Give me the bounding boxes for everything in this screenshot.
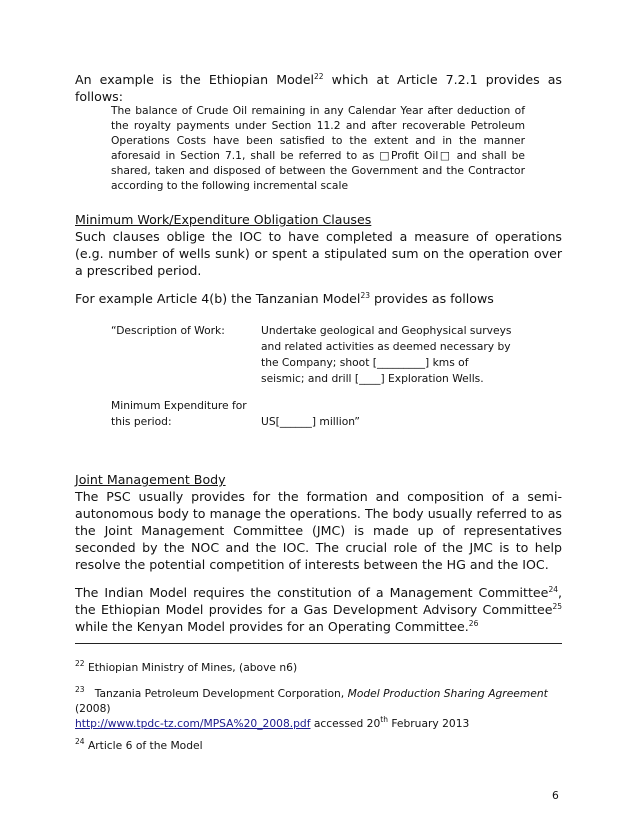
paragraph-minimum-work: Such clauses oblige the IOC to have completed a measure of operations (e.g. number of wells sunk) or spent a stipulated sum on the operation over a prescribed period. bbox=[75, 229, 562, 278]
footnote-ref-26[interactable]: 26 bbox=[468, 619, 479, 628]
page-number: 6 bbox=[552, 789, 559, 802]
expenditure-value: US[______] million” bbox=[261, 415, 360, 428]
footnote-23: $^{23}$ Tanzania Petroleum Development Corporation, Model Production Sharing Agreement (2008) http://www.tpdc-tz.com/MPSA%20_2008.pdf accessed 20th February 2013 bbox=[75, 685, 548, 730]
expenditure-label-line-2: this period: bbox=[111, 415, 172, 428]
block-quote: The balance of Crude Oil remaining in any Calendar Year after deduction of the royalty payments under Section 11.2 and after recoverable Petroleum Operations Costs have been satisfied to the extent and in the manner aforesaid in Section 7.1, shall be referred to as □Profit Oil□ and shall be shared, taken and disposed of between the Government and the Contractor according to the following incremental scale bbox=[111, 104, 525, 192]
intro-paragraph: An example is the Ethiopian Model$^{22}$ which at Article 7.2.1 provides as follows: bbox=[75, 72, 562, 104]
description-line-1: Undertake geological and Geophysical surveys bbox=[261, 324, 512, 337]
heading-minimum-work: Minimum Work/Expenditure Obligation Clauses bbox=[75, 212, 372, 227]
description-label: “Description of Work: bbox=[111, 324, 225, 337]
description-line-4: seismic; and drill [____] Exploration Wells. bbox=[261, 372, 484, 385]
final-paragraph: The Indian Model requires the constitution of a Management Committee$^{24}$, the Ethiopian Model provides for a Gas Development Advisory Committee$^{25}$ while the Kenyan Model provides for an Operating Committee.$^{26}$ bbox=[75, 585, 562, 634]
footnote-ref-25[interactable]: 25 bbox=[552, 602, 562, 611]
footnote-23-link[interactable]: http://www.tpdc-tz.com/MPSA%20_2008.pdf bbox=[75, 717, 311, 730]
paragraph-joint-management: The PSC usually provides for the formation and composition of a semi-autonomous body to manage the operations. The body usually referred to as the Joint Management Committee (JMC) is made up of representatives seconded by the NOC and the IOC. The crucial role of the JMC is to help resolve the potential competition of interests between the HG and the IOC. bbox=[75, 489, 562, 572]
example-paragraph: For example Article 4(b) the Tanzanian Model$^{23}$ provides as follows bbox=[75, 291, 494, 306]
footnote-divider bbox=[75, 643, 562, 644]
footnote-ref-23[interactable]: 23 bbox=[360, 291, 370, 300]
description-line-3: the Company; shoot [_________] kms of bbox=[261, 356, 469, 369]
footnote-ref-22[interactable]: 22 bbox=[314, 72, 324, 81]
description-line-2: and related activities as deemed necessary by bbox=[261, 340, 511, 353]
heading-joint-management: Joint Management Body bbox=[75, 472, 226, 487]
expenditure-label-line-1: Minimum Expenditure for bbox=[111, 399, 247, 412]
footnote-24: $^{24}$ Article 6 of the Model bbox=[75, 737, 203, 752]
footnote-22: $^{22}$ Ethiopian Ministry of Mines, (above n6) bbox=[75, 659, 298, 674]
footnote-ref-24[interactable]: 24 bbox=[548, 585, 558, 594]
